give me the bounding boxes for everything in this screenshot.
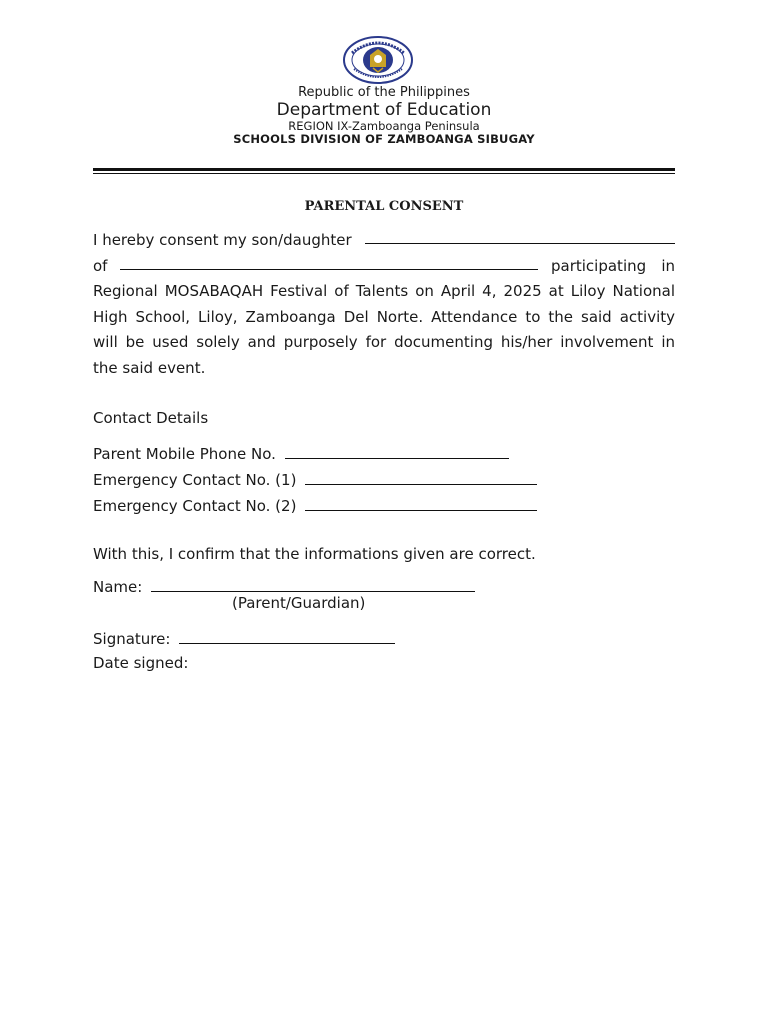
consent-line2-suffix-wrap <box>551 254 675 280</box>
consent-line-1 <box>93 228 675 254</box>
parent-mobile-label: Parent Mobile Phone No. <box>93 445 276 463</box>
consent-line-5 <box>93 330 675 356</box>
consent-line4-text: High School, Liloy, Zamboanga Del Norte. Attendance to the said activity <box>93 307 675 326</box>
consent-line-2 <box>93 254 675 280</box>
consent-line5-text: will be used solely and purposely for documenting his/her involvement in <box>93 333 675 351</box>
date-signed-label: Date signed: <box>93 654 189 672</box>
emergency-contact-2-blank[interactable] <box>305 495 537 511</box>
emergency-contact-1-label: Emergency Contact No. (1) <box>93 471 297 489</box>
parent-mobile-row <box>93 443 509 463</box>
header-department: Department of Education <box>276 100 492 120</box>
header-division: SCHOOLS DIVISION OF ZAMBOANGA SIBUGAY <box>233 132 535 146</box>
parent-name-blank[interactable] <box>151 576 475 592</box>
consent-line-3 <box>93 279 675 305</box>
consent-line2-of: of <box>93 256 108 275</box>
header-republic: Republic of the Philippines <box>298 85 470 100</box>
consent-line3-text: Regional MOSABAQAH Festival of Talents on April 4, 2025 at Liloy National <box>93 282 675 300</box>
signature-row <box>93 628 395 648</box>
header-divider-thick <box>93 168 675 171</box>
confirm-statement: With this, I confirm that the informations given are correct. <box>93 545 536 563</box>
parent-mobile-blank[interactable] <box>285 443 509 459</box>
emergency-contact-1-row <box>93 469 537 489</box>
emergency-contact-2-label: Emergency Contact No. (2) <box>93 497 297 515</box>
consent-line-4 <box>93 305 675 331</box>
name-row <box>93 576 475 596</box>
consent-line2-word-participating: participating <box>551 256 647 275</box>
school-name-blank[interactable] <box>120 254 538 270</box>
header-divider-thin <box>93 173 675 174</box>
consent-line-6: the said event. <box>93 358 206 377</box>
document-title: PARENTAL CONSENT <box>304 199 464 214</box>
name-caption: (Parent/Guardian) <box>232 594 366 612</box>
consent-line2-word-in: in <box>661 256 675 275</box>
consent-paragraph <box>93 228 675 381</box>
consent-line1-label: I hereby consent my son/daughter <box>93 231 352 249</box>
deped-seal-logo <box>340 35 416 85</box>
header-region: REGION IX-Zamboanga Peninsula <box>288 119 480 133</box>
child-name-blank[interactable] <box>365 228 675 244</box>
name-label: Name: <box>93 578 143 596</box>
signature-blank[interactable] <box>179 628 395 644</box>
emergency-contact-1-blank[interactable] <box>305 469 537 485</box>
emergency-contact-2-row <box>93 495 537 515</box>
signature-label: Signature: <box>93 630 171 648</box>
contact-heading: Contact Details <box>93 409 209 427</box>
